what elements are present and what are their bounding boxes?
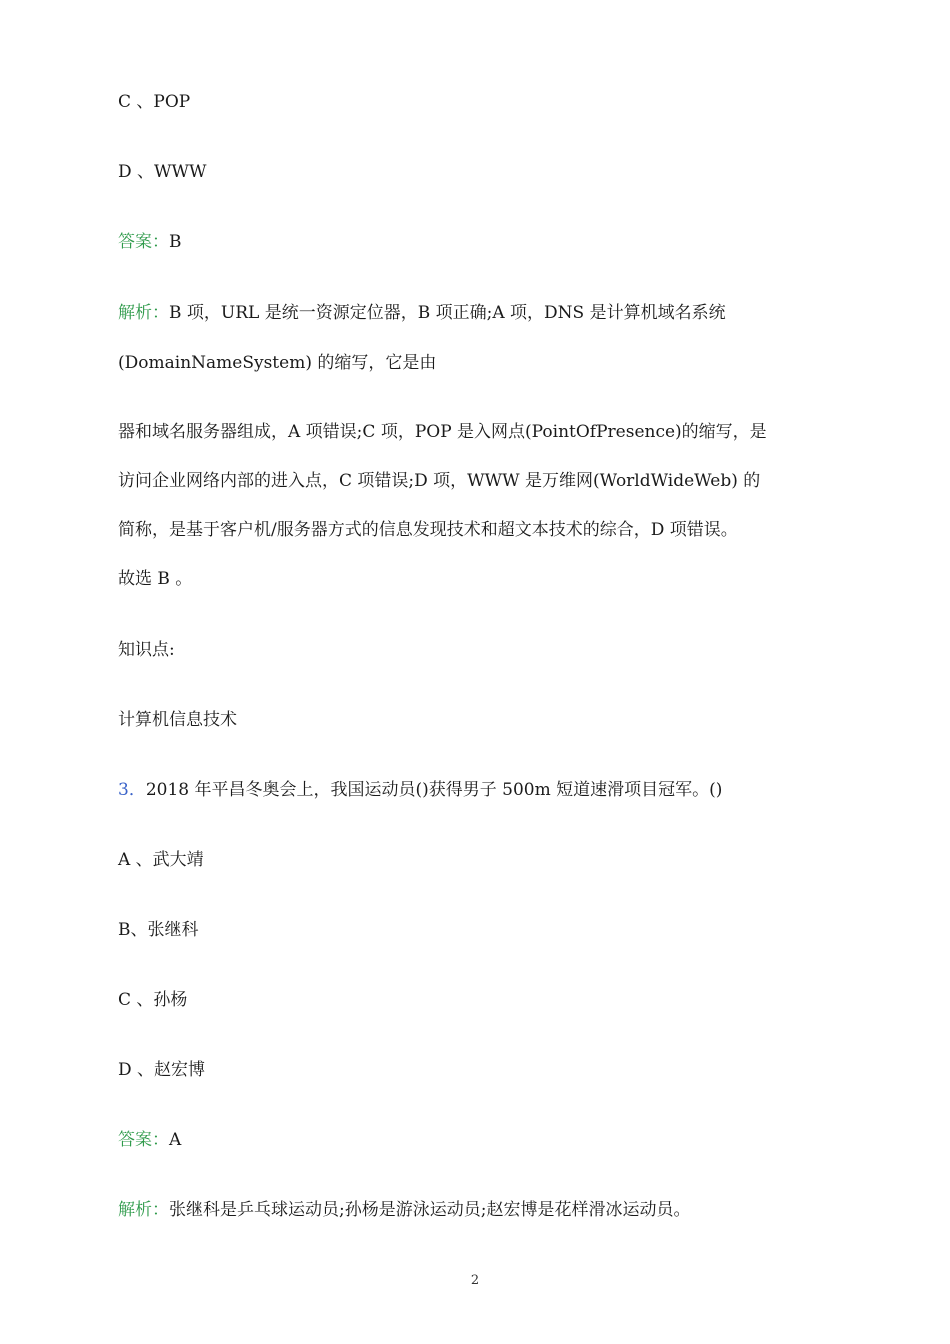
question-3 [118, 778, 722, 802]
q3-option-c: C 、孙杨 [118, 990, 188, 1010]
analysis-line-3: 器和域名服务器组成，A 项错误;C 项，POP 是入网点(PointOfPresence)的缩写，是 [118, 422, 767, 442]
analysis-line-1 [118, 301, 726, 325]
answer-label: 答案： [118, 232, 169, 252]
analysis-line-5: 简称，是基于客户机/服务器方式的信息发现技术和超文本技术的综合，D 项错误。 [118, 520, 738, 540]
q3-analysis-row [118, 1198, 690, 1222]
q3-option-b: B、张继科 [118, 920, 199, 940]
option-d: D 、WWW [118, 162, 207, 182]
knowledge-label: 知识点: [118, 640, 175, 660]
q3-option-a: A 、武大靖 [118, 850, 204, 870]
question-number: 3． [118, 780, 146, 800]
answer-row [118, 230, 182, 254]
q3-answer-row [118, 1128, 181, 1152]
analysis-line-6: 故选 B 。 [118, 569, 193, 589]
q3-answer-label: 答案： [118, 1130, 169, 1150]
q3-answer-value: A [169, 1130, 182, 1150]
answer-value: B [169, 232, 182, 252]
page-number: 2 [470, 1273, 480, 1288]
knowledge-value: 计算机信息技术 [118, 710, 237, 730]
q3-analysis-text: 张继科是乒乓球运动员;孙杨是游泳运动员;赵宏博是花样滑冰运动员。 [169, 1200, 691, 1220]
analysis-line-4: 访问企业网络内部的进入点，C 项错误;D 项，WWW 是万维网(WorldWideWeb) 的 [118, 471, 761, 491]
analysis-line-2: (DomainNameSystem) 的缩写，它是由 [118, 353, 437, 373]
question-text: 2018 年平昌冬奥会上，我国运动员()获得男子 500m 短道速滑项目冠军。() [145, 780, 723, 800]
q3-analysis-label: 解析： [118, 1200, 169, 1220]
analysis-text: B 项，URL 是统一资源定位器，B 项正确;A 项，DNS 是计算机域名系统 [169, 303, 726, 323]
analysis-label: 解析： [118, 303, 169, 323]
option-c: C 、POP [118, 92, 191, 112]
q3-option-d: D 、赵宏博 [118, 1060, 206, 1080]
